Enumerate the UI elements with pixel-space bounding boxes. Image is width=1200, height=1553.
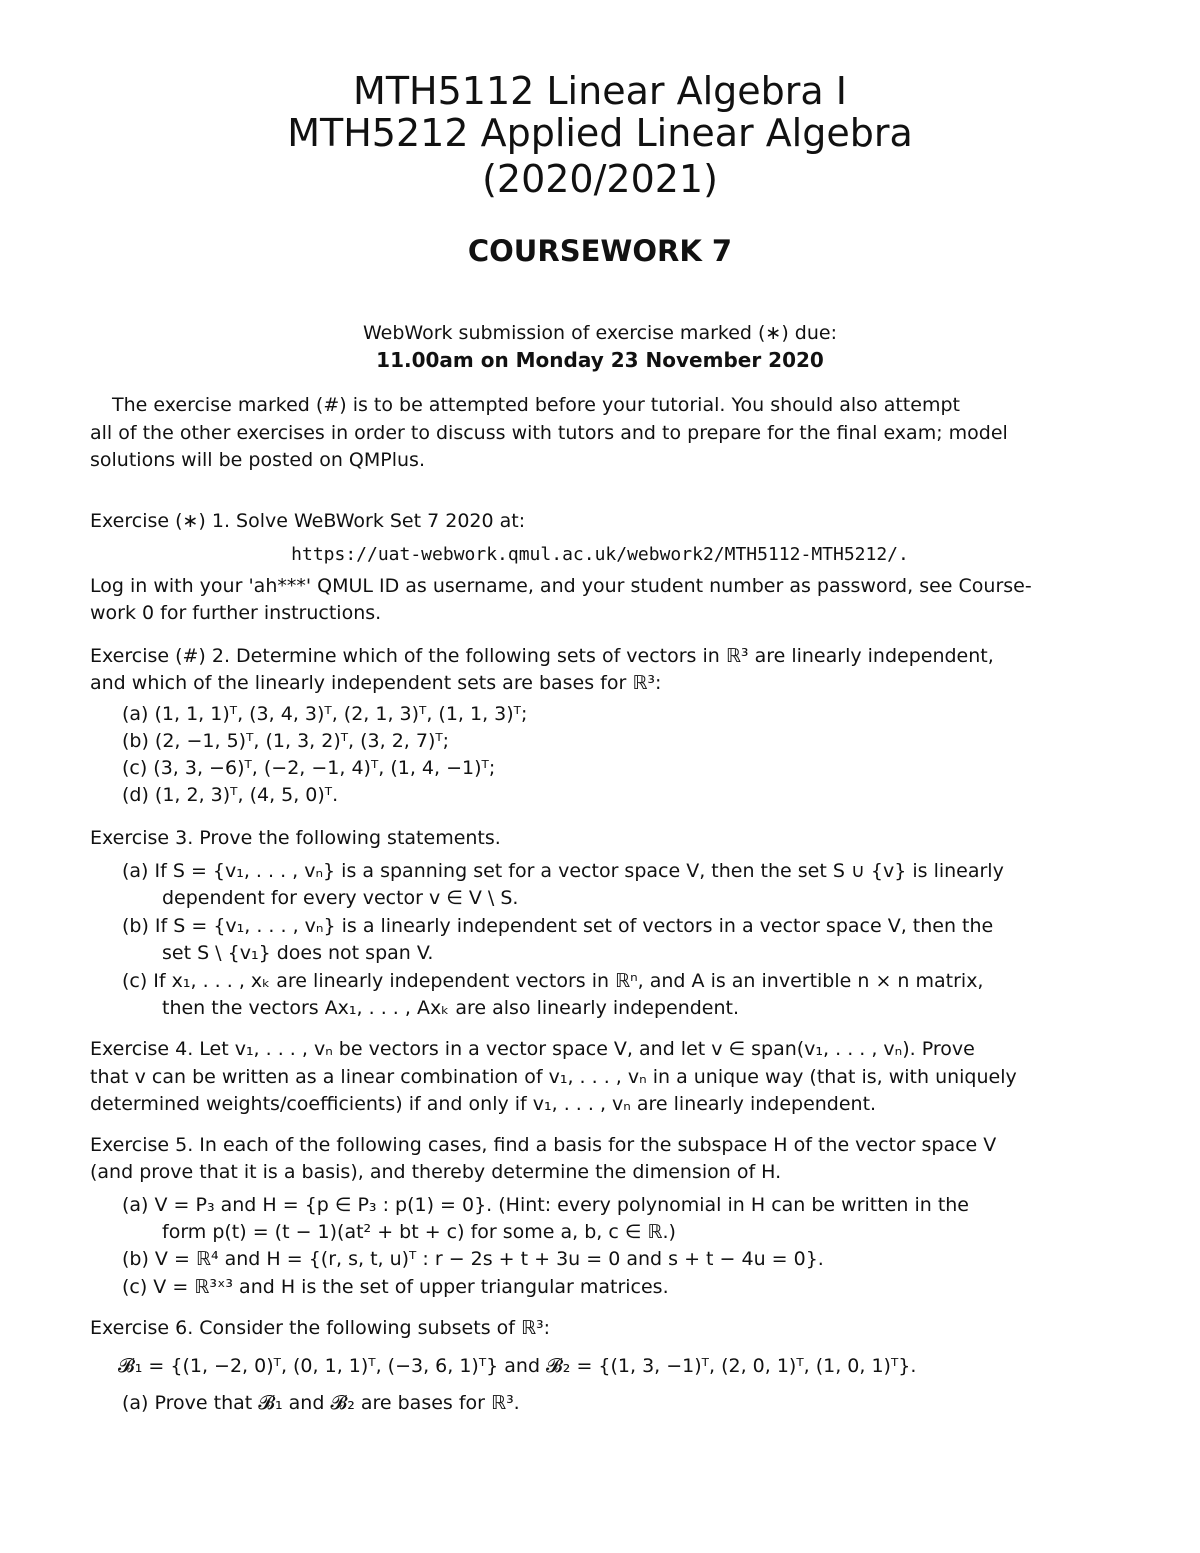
exercise-5-line-2: (and prove that it is a basis), and thereby determine the dimension of H. xyxy=(90,1161,782,1183)
exercise-1-heading: Exercise (∗) 1. Solve WeBWork Set 7 2020 at: xyxy=(90,510,526,532)
exercise-3-part-a-line-2: dependent for every vector v ∈ V \ S. xyxy=(162,887,519,909)
exercise-3-heading: Exercise 3. Prove the following statements. xyxy=(90,827,501,849)
exercise-3-part-c-line-2: then the vectors Ax₁, . . . , Axₖ are also linearly independent. xyxy=(162,997,740,1019)
exercise-6-heading: Exercise 6. Consider the following subsets of ℝ³: xyxy=(90,1317,551,1339)
exercise-5-part-c: (c) V = ℝ³ˣ³ and H is the set of upper triangular matrices. xyxy=(122,1276,669,1298)
exercise-5-part-a-line-2: form p(t) = (t − 1)(at² + bt + c) for some a, b, c ∈ ℝ.) xyxy=(162,1221,676,1243)
exercise-1-line-2: Log in with your 'ah***' QMUL ID as username, and your student number as password, see Course- xyxy=(90,575,1032,597)
exercise-4-line-3: determined weights/coefficients) if and only if v₁, . . . , vₙ are linearly independent. xyxy=(90,1093,877,1115)
exercise-2-part-d: (d) (1, 2, 3)ᵀ, (4, 5, 0)ᵀ. xyxy=(122,784,339,806)
exercise-2-part-b: (b) (2, −1, 5)ᵀ, (1, 3, 2)ᵀ, (3, 2, 7)ᵀ; xyxy=(122,730,450,752)
submission-deadline: 11.00am on Monday 23 November 2020 xyxy=(376,348,824,372)
submission-line-1: WebWork submission of exercise marked (∗) due: xyxy=(362,322,837,344)
exercise-2-part-c: (c) (3, 3, −6)ᵀ, (−2, −1, 4)ᵀ, (1, 4, −1)ᵀ; xyxy=(122,757,496,779)
coursework-heading: COURSEWORK 7 xyxy=(467,234,733,268)
intro-line-3: solutions will be posted on QMPlus. xyxy=(90,449,425,471)
exercise-2-line-2: and which of the linearly independent sets are bases for ℝ³: xyxy=(90,672,662,694)
exercise-2-part-a: (a) (1, 1, 1)ᵀ, (3, 4, 3)ᵀ, (2, 1, 3)ᵀ, (1, 1, 3)ᵀ; xyxy=(122,703,528,725)
exercise-5-part-a-line-1: (a) V = P₃ and H = {p ∈ P₃ : p(1) = 0}. (Hint: every polynomial in H can be written in the xyxy=(122,1194,969,1216)
title-line-1: MTH5112 Linear Algebra I xyxy=(353,69,847,113)
exercise-4-line-2: that v can be written as a linear combination of v₁, . . . , vₙ in a unique way (that is, with uniquely xyxy=(90,1066,1017,1088)
exercise-3-part-a-line-1: (a) If S = {v₁, . . . , vₙ} is a spanning set for a vector space V, then the set S ∪ {v} is linearly xyxy=(122,860,1004,882)
exercise-4-line-1: Exercise 4. Let v₁, . . . , vₙ be vectors in a vector space V, and let v ∈ span(v₁, . . . , vₙ). Prove xyxy=(90,1038,975,1060)
exercise-3-part-c-line-1: (c) If x₁, . . . , xₖ are linearly independent vectors in ℝⁿ, and A is an invertible n × n matrix, xyxy=(122,970,984,992)
intro-line-2: all of the other exercises in order to discuss with tutors and to prepare for the final exam; model xyxy=(90,422,1008,444)
exercise-6-part-a: (a) Prove that 𝓑₁ and 𝓑₂ are bases for ℝ³. xyxy=(122,1392,520,1414)
exercise-2-heading: Exercise (#) 2. Determine which of the following sets of vectors in ℝ³ are linearly independent, xyxy=(90,645,994,667)
exercise-3-part-b-line-1: (b) If S = {v₁, . . . , vₙ} is a linearly independent set of vectors in a vector space V, then the xyxy=(122,915,994,937)
exercise-3-part-b-line-2: set S \ {v₁} does not span V. xyxy=(162,942,434,964)
exercise-6-sets: 𝓑₁ = {(1, −2, 0)ᵀ, (0, 1, 1)ᵀ, (−3, 6, 1)ᵀ} and 𝓑₂ = {(1, 3, −1)ᵀ, (2, 0, 1)ᵀ, (1, 0, 1)ᵀ}. xyxy=(118,1355,917,1377)
exercise-5-part-b: (b) V = ℝ⁴ and H = {(r, s, t, u)ᵀ : r − 2s + t + 3u = 0 and s + t − 4u = 0}. xyxy=(122,1248,824,1270)
webwork-url: https://uat-webwork.qmul.ac.uk/webwork2/MTH5112-MTH5212/. xyxy=(291,544,909,565)
title-line-3: (2020/2021) xyxy=(482,157,718,201)
title-line-2: MTH5212 Applied Linear Algebra xyxy=(287,111,913,155)
exercise-5-line-1: Exercise 5. In each of the following cases, find a basis for the subspace H of the vector space V xyxy=(90,1134,997,1156)
intro-line-1: The exercise marked (#) is to be attempted before your tutorial. You should also attempt xyxy=(112,394,960,416)
exercise-1-line-3: work 0 for further instructions. xyxy=(90,602,382,624)
